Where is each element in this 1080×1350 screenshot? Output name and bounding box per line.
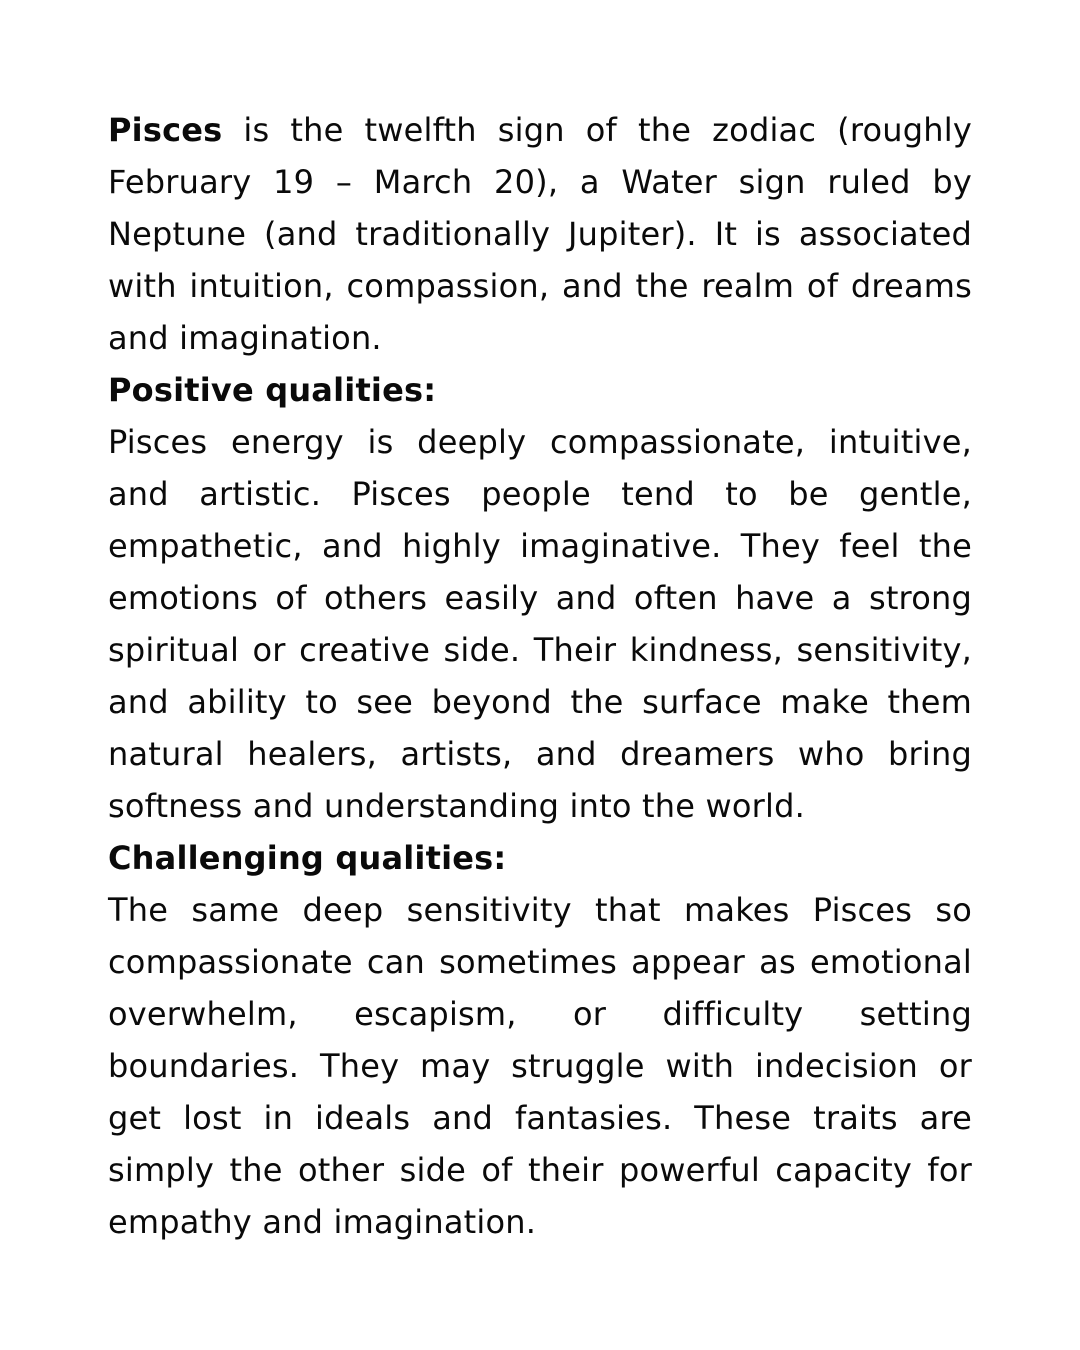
- positive-heading: Positive qualities:: [108, 371, 437, 409]
- positive-paragraph: Pisces energy is deeply compassionate, intuitive, and artistic. Pisces people tend to be gentle, empathetic, and highly imaginative. They feel the emotions of others easily and often have a strong spiritual or creative side. Their kindness, sensitivity, and ability to see beyond the surface make them natural healers, artists, and dreamers who bring softness and understanding into the world.: [108, 423, 972, 825]
- intro-text: is the twelfth sign of the zodiac (roughly February 19 – March 20), a Water sign ruled by Neptune (and traditionally Jupiter). It is associated with intuition, compassion, and the realm of dreams and imagination.: [108, 111, 972, 357]
- document-body: [108, 104, 972, 1248]
- intro-paragraph: [108, 104, 972, 364]
- challenging-paragraph: The same deep sensitivity that makes Pisces so compassionate can sometimes appear as emotional overwhelm, escapism, or difficulty setting boundaries. They may struggle with indecision or get lost in ideals and fantasies. These traits are simply the other side of their powerful capacity for empathy and imagination.: [108, 891, 972, 1241]
- challenging-heading: Challenging qualities:: [108, 839, 507, 877]
- intro-term: Pisces: [108, 111, 223, 149]
